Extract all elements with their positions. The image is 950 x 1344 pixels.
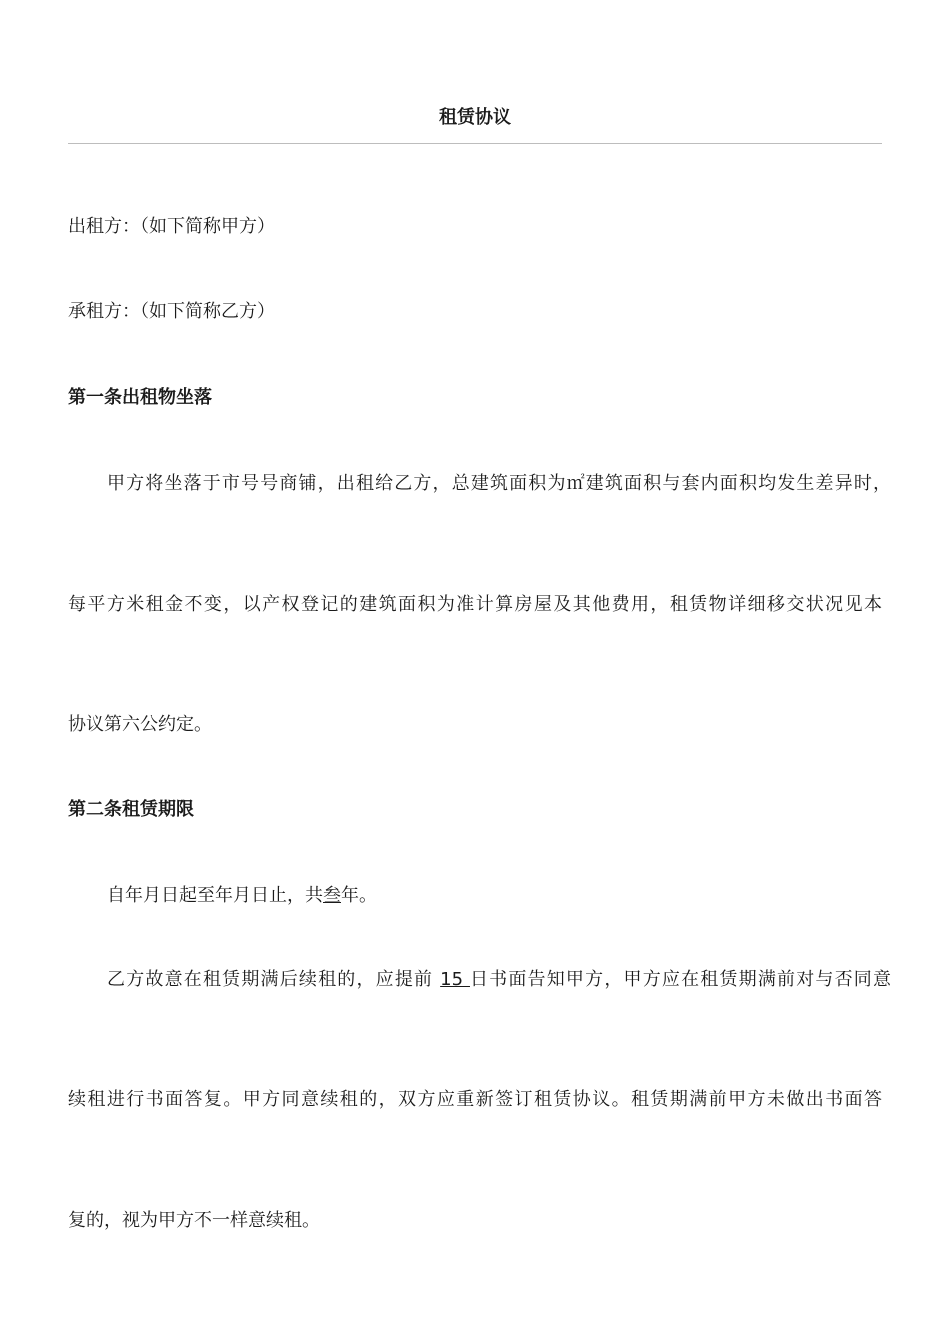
renewal-paragraph-line: 复的，视为甲方不一样意续租。 [68, 1210, 320, 1231]
lease-term-suffix: 年。 [341, 885, 377, 906]
lease-term-line [107, 884, 377, 908]
article1-paragraph-line: 甲方将坐落于市号号商铺，出租给乙方，总建筑面积为㎡建筑面积与套内面积均发生差异时， [107, 473, 891, 494]
lessor-line: 出租方：（如下简称甲方） [68, 216, 275, 237]
article1-paragraph-line: 协议第六公约定。 [68, 714, 212, 735]
renewal-suffix: 日书面告知甲方，甲方应在租赁期满前对与否同意 [469, 969, 891, 990]
article1-heading: 第一条出租物坐落 [68, 387, 212, 408]
renewal-paragraph-line: 续租进行书面答复。甲方同意续租的，双方应重新签订租赁协议。租赁期满前甲方未做出书面答 [68, 1089, 882, 1110]
renewal-paragraph-line [107, 968, 891, 992]
document-title: 租赁协议 [439, 107, 511, 128]
article2-heading: 第二条租赁期限 [68, 799, 194, 820]
renewal-prefix: 乙方故意在租赁期满后续租的，应提前 [107, 969, 441, 990]
article1-paragraph-line: 每平方米租金不变，以产权登记的建筑面积为准计算房屋及其他费用，租赁物详细移交状况见本 [68, 594, 882, 615]
lease-term-prefix: 自年月日起至年月日止，共 [107, 885, 323, 906]
renewal-notice-days: 15 [440, 969, 470, 990]
lessee-line: 承租方：（如下简称乙方） [68, 301, 275, 322]
lease-term-years: 叁 [323, 885, 341, 906]
document-header [68, 100, 882, 144]
